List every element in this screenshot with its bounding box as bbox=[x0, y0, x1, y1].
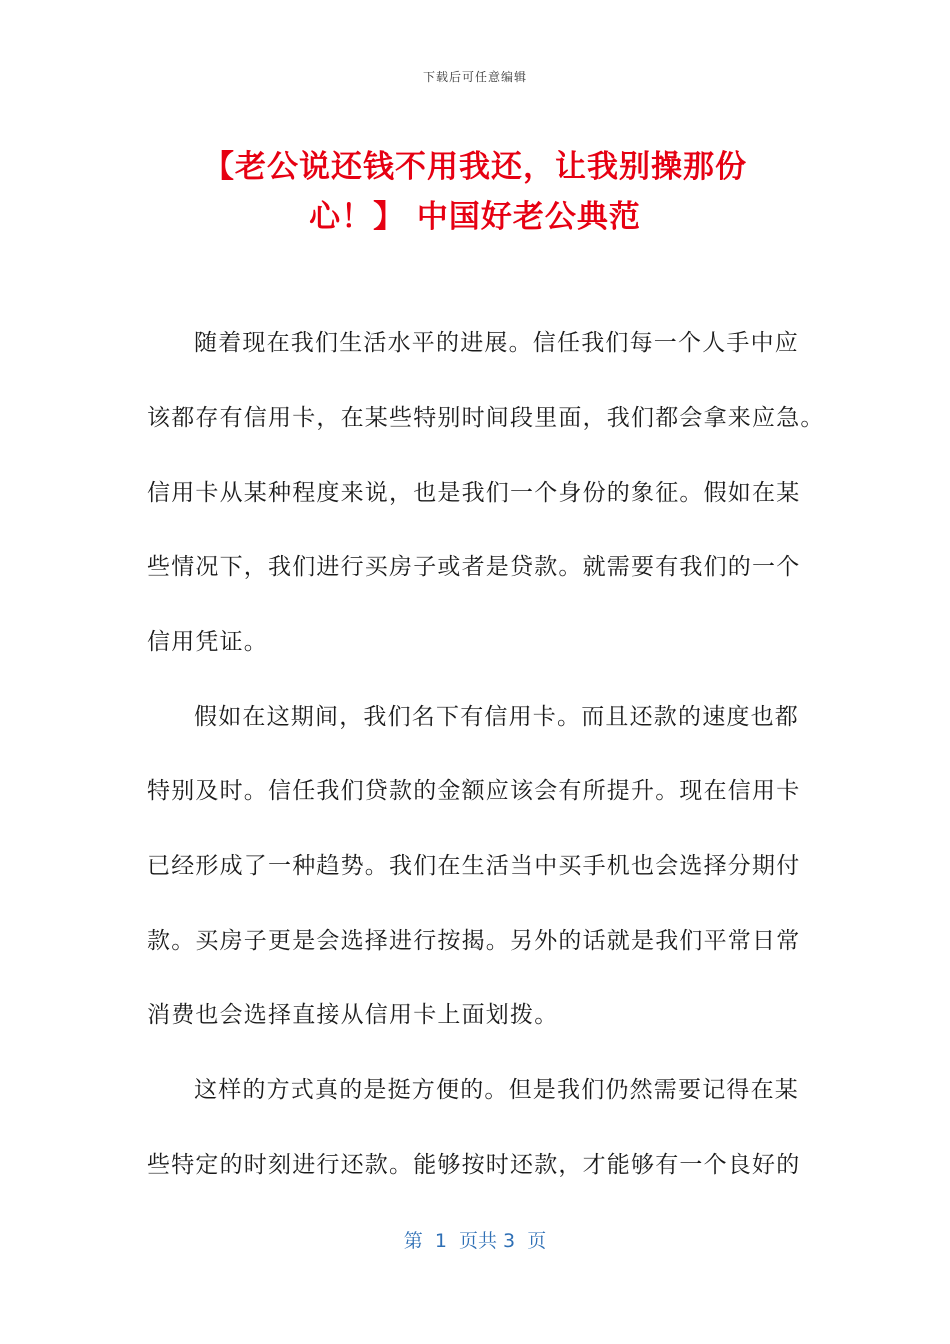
paragraph-2-line-2: 特别及时。信任我们贷款的金额应该会有所提升。现在信用卡 bbox=[147, 778, 801, 804]
paragraph-3-line-1: 这样的方式真的是挺方便的。但是我们仍然需要记得在某 bbox=[194, 1077, 799, 1103]
paragraph-1-line-5: 信用凭证。 bbox=[147, 629, 268, 655]
paragraph-3-line-2: 些特定的时刻进行还款。能够按时还款，才能够有一个良好的 bbox=[147, 1152, 801, 1178]
paragraph-2-line-3: 已经形成了一种趋势。我们在生活当中买手机也会选择分期付 bbox=[147, 853, 801, 879]
header-note: 下载后可任意编辑 bbox=[422, 70, 527, 84]
paragraph-2-line-4: 款。买房子更是会选择进行按揭。另外的话就是我们平常日常 bbox=[147, 928, 801, 954]
paragraph-1-line-4: 些情况下，我们进行买房子或者是贷款。就需要有我们的一个 bbox=[147, 554, 801, 580]
title-line-1: 【老公说还钱不用我还，让我别操那份 bbox=[203, 149, 747, 185]
paragraph-1-line-3: 信用卡从某种程度来说，也是我们一个身份的象征。假如在某 bbox=[147, 480, 801, 506]
title-line-2: 心！】 中国好老公典范 bbox=[309, 199, 641, 235]
page-number-footer: 第 1 页共 3 页 bbox=[403, 1230, 547, 1252]
paragraph-2-line-5: 消费也会选择直接从信用卡上面划拨。 bbox=[147, 1002, 559, 1028]
paragraph-1-line-2: 该都存有信用卡，在某些特别时间段里面，我们都会拿来应急。 bbox=[147, 405, 825, 431]
paragraph-2-line-1: 假如在这期间，我们名下有信用卡。而且还款的速度也都 bbox=[194, 704, 799, 730]
paragraph-1-line-1: 随着现在我们生活水平的进展。信任我们每一个人手中应 bbox=[194, 330, 799, 356]
